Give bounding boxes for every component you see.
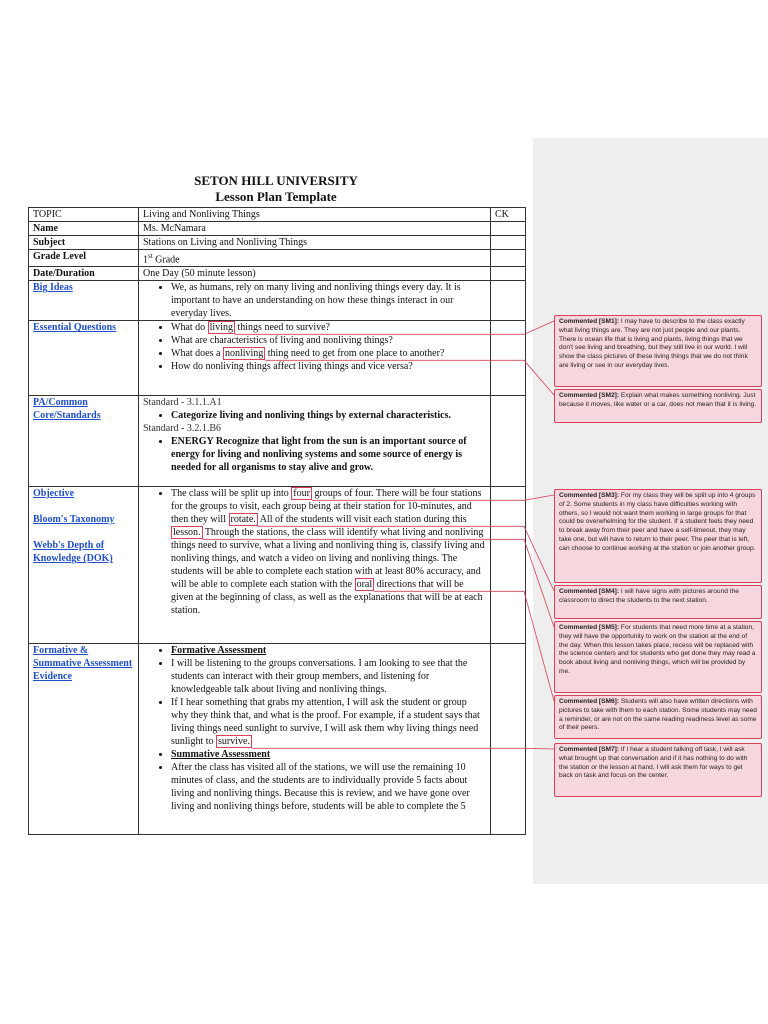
question-text: What does a [171, 348, 223, 360]
formative-segment: If I hear something that grabs my attention, I will ask the student or group why they think that, and what is the proof. For example, if a student says that living things need sunlight to survive, I will ask them why living things need sunlight to [171, 697, 480, 748]
question-text: thing need to get from one place to another? [265, 348, 445, 360]
comment-highlight-sm4[interactable]: rotate. [230, 514, 256, 526]
table-row [29, 487, 526, 644]
comment-sm7[interactable] [554, 743, 762, 797]
table-row [29, 236, 526, 250]
question-item: • What are characteristics of living and nonliving things? [171, 334, 486, 347]
table-row [29, 267, 526, 281]
question-item [171, 321, 486, 334]
grade-number: 1 [143, 254, 148, 266]
comment-tag: Commented [SM1]: [559, 318, 620, 325]
objective-segment: directions that will be given at the beginning of class, as well as the explanations that will be at each station. [171, 579, 483, 617]
table-row [29, 396, 526, 487]
comment-highlight-sm3[interactable]: four [293, 488, 310, 500]
comment-tag: Commented [SM3]: [559, 492, 620, 499]
objective-text [171, 487, 486, 617]
ck-cell [491, 396, 526, 487]
formative-title: • Formative Assessment [171, 644, 486, 657]
comment-sm5[interactable] [554, 621, 762, 693]
grade-value [139, 250, 491, 267]
comment-tag: Commented [SM4]: [559, 588, 620, 595]
standard-code: Standard - 3.2.1.B6 [143, 423, 222, 435]
comment-text: I may have to describe to the class exactly what living things are. They are not just people and our plants. There is ocean life that is living and plants, living things that we don't see living and breathing, but they still live in our world. I will show the class pictures of these living things that we do not think are living or see in our everyday lives. [559, 318, 748, 369]
big-ideas-list [143, 281, 486, 320]
comment-tag: Commented [SM2]: [559, 392, 620, 399]
grade-label: Grade Level [29, 250, 139, 267]
big-ideas-link[interactable]: Big Ideas [33, 282, 73, 294]
table-row [29, 208, 526, 222]
summative-item: • After the class has visited all of the stations, we will use the remaining 10 minutes of class, and the students are to individually provide 5 facts about living and nonliving things. Because this is review, and we have gone over living and nonliving things before, students will be able to complete the 5 [171, 761, 486, 813]
comment-highlight-sm2[interactable]: nonliving [224, 348, 264, 360]
subject-value: Stations on Living and Nonliving Things [139, 236, 491, 250]
comment-text: For my class they will be split up into 4 groups of 2. Some students in my class have difficulties working with others, so I would not want them working in large groups for that could be overwhelming for the student. If a student feels they need to break away from their peer and have a self-timeout, they may take one, but will have to return to their peer. The peer that is left, can choose to continue working at the station or join another group. [559, 492, 756, 552]
comment-text: I will have signs with pictures around the classroom to direct the students to the next station. [559, 588, 739, 604]
comment-highlight-sm1[interactable]: living [209, 322, 233, 334]
objective-segment: The class will be split up into [171, 488, 292, 500]
template-title: Lesson Plan Template [215, 189, 337, 204]
comment-sm2[interactable] [554, 389, 762, 423]
lesson-plan-table [28, 207, 526, 835]
summative-title: • Summative Assessment [171, 748, 486, 761]
comment-highlight-sm6[interactable]: oral [356, 579, 373, 591]
topic-label: TOPIC [29, 208, 139, 222]
ck-cell [491, 281, 526, 321]
question-text: What do [171, 322, 208, 334]
essential-questions-list [143, 321, 486, 373]
standard-item: • ENERGY Recognize that light from the sun is an important source of energy for living and nonliving systems and some source of energy is needed for all organisms to stay alive and grow. [171, 435, 486, 474]
comment-text: If I hear a student talking off task, I will ask what brought up that conversation and if it has nothing to do with the station or the lesson at hand, I will ask them for ways to get back on task and focus on the center. [559, 746, 748, 780]
comment-highlight-sm5[interactable]: lesson. [173, 527, 201, 539]
ck-cell [491, 267, 526, 281]
question-item [171, 347, 486, 360]
comment-text: Students will also have written directions with pictures to take with them to each station. Some students may need a reminder, or are not on the same reading readiness level as some of their peers. [559, 698, 757, 732]
ck-cell [491, 250, 526, 267]
table-row [29, 321, 526, 396]
ck-header: CK [491, 208, 526, 222]
ck-cell [491, 644, 526, 835]
essential-questions-link[interactable]: Essential Questions [33, 322, 117, 334]
table-row [29, 644, 526, 835]
standard-code: Standard - 3.1.1.A1 [143, 397, 222, 409]
standard-item: • Categorize living and nonliving things by external characteristics. [171, 409, 486, 422]
comment-tag: Commented [SM6]: [559, 698, 620, 705]
table-row [29, 281, 526, 321]
comment-highlight-sm7[interactable]: survive. [218, 736, 250, 748]
objective-segment: groups of four. There will be four stations for the groups to visit, each group being at their station for 10-minutes, and then they will [171, 488, 482, 526]
formative-item: • I will be listening to the groups conversations. I am looking to see that the students can interact with their group members, and listening for knowledgeable talk about living and nonliving things. [171, 657, 486, 696]
comment-sm4[interactable] [554, 585, 762, 619]
blooms-taxonomy-link[interactable]: Bloom's Taxonomy [33, 514, 115, 526]
question-text: things need to survive? [235, 322, 330, 334]
ck-cell [491, 222, 526, 236]
subject-label: Subject [29, 236, 139, 250]
table-row [29, 222, 526, 236]
assessment-link[interactable]: Formative & Summative Assessment Evidence [33, 645, 133, 683]
objective-link[interactable]: Objective [33, 488, 75, 500]
comment-sm1[interactable] [554, 315, 762, 387]
comment-text: For students that need more time at a station, they will have the opportunity to work on the station at the end of the day. When this lesson takes place, recess will be replaced with the science centers and for students who get done they may read a book about living and nonliving things, which will be provided by me. [559, 624, 756, 675]
formative-item [171, 696, 486, 748]
ck-cell [491, 487, 526, 644]
topic-value: Living and Nonliving Things [139, 208, 491, 222]
objective-segment: All of the students will visit each station during this [257, 514, 467, 526]
question-item: • How do nonliving things affect living things and vice versa? [171, 360, 486, 373]
objective-segment: Through the stations, the class will identify what living and nonliving things need to survive, what a living and nonliving thing is, classify living and nonliving things, and watch a video on living and nonliving things. The students will be able to complete each station with at least 80% accuracy, and will be able to complete each station with the [171, 527, 485, 591]
comment-sm6[interactable] [554, 695, 762, 739]
date-label: Date/Duration [29, 267, 139, 281]
grade-rest: Grade [152, 254, 180, 266]
table-row [29, 250, 526, 267]
ck-cell [491, 321, 526, 396]
university-title: SETON HILL UNIVERSITY [194, 173, 358, 188]
webbs-dok-link[interactable]: Webb's Depth of Knowledge (DOK) [33, 540, 113, 565]
standards-link[interactable]: PA/Common Core/Standards [33, 397, 101, 422]
name-label: Name [29, 222, 139, 236]
comment-sm3[interactable] [554, 489, 762, 583]
comment-text: Explain what makes something nonliving. Just because it moves, like water or a car, does not mean that it is living. [559, 392, 757, 408]
grade-suffix: st [148, 252, 153, 260]
date-value: One Day (50 minute lesson) [139, 267, 491, 281]
name-value: Ms. McNamara [139, 222, 491, 236]
ck-cell [491, 236, 526, 250]
big-idea-item: • We, as humans, rely on many living and nonliving things every day. It is important to have an understanding on how these things interact in our everyday lives. [171, 281, 486, 320]
comment-tag: Commented [SM5]: [559, 624, 620, 631]
comment-tag: Commented [SM7]: [559, 746, 620, 753]
